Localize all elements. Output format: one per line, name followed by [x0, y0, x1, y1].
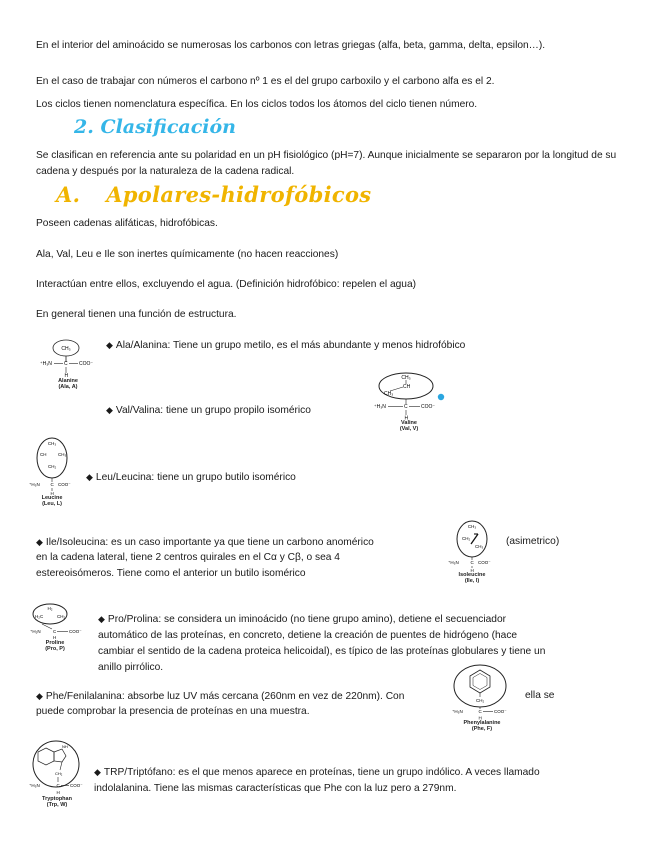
subsection-name: Apolares-hidrofóbicos: [106, 182, 372, 207]
apolar-paragraph-1: Poseen cadenas alifáticas, hidrofóbicas.: [36, 218, 218, 229]
svg-text:CH₃: CH₃: [475, 544, 484, 549]
intro-paragraph-greek: En el interior del aminoácido se numerosas los carbonos con letras griegas (alfa, beta, gamma, delta, epsilon…).: [36, 40, 546, 51]
alanine-structure: [38, 336, 98, 390]
svg-text:H: H: [404, 415, 409, 420]
section-title: 2. Clasificación: [74, 116, 236, 138]
valine-name: Valine: [401, 420, 417, 426]
alanine-amino: ⁺H₃N: [40, 361, 52, 367]
intro-paragraph-cycles: Los ciclos tienen nomenclatura específica. En los ciclos todos los átomos del ciclo tienen número.: [36, 99, 478, 110]
svg-text:CH₂: CH₂: [57, 614, 66, 619]
val-bullet: [106, 402, 311, 419]
svg-text:CH: CH: [40, 452, 47, 457]
phenylalanine-abbr: (Phe, F): [471, 726, 493, 732]
svg-text:C: C: [404, 404, 408, 410]
svg-text:H: H: [50, 491, 54, 495]
leucine-structure: [28, 437, 76, 507]
svg-text:CH₃: CH₃: [384, 391, 394, 397]
ala-diamond-icon: ◆: [106, 340, 113, 350]
svg-text:CH₃: CH₃: [47, 441, 57, 446]
isoleucine-group: CH₃: [467, 524, 477, 529]
isoleucine-carboxyl: COO⁻: [478, 560, 491, 565]
svg-text:CH: CH: [403, 384, 411, 390]
svg-text:C: C: [56, 783, 60, 788]
pro-diamond-icon: ◆: [98, 614, 105, 624]
apolar-paragraph-3: Interactúan entre ellos, excluyendo el agua. (Definición hidrofóbico: repelen el agua): [36, 279, 417, 290]
tryptophan-abbr: (Trp, W): [46, 802, 68, 808]
alanine-diagram: [38, 336, 98, 378]
valine-structure: [370, 370, 448, 432]
alanine-abbr: (Ala, A): [58, 384, 78, 390]
phe-diamond-icon: ◆: [36, 691, 43, 701]
phenylalanine-carboxyl: COO⁻: [494, 709, 507, 714]
proline-amino: ⁺H₂N: [30, 629, 41, 634]
isoleucine-diagram: [447, 520, 497, 572]
leu-diamond-icon: ◆: [86, 472, 93, 482]
apolar-paragraph-4: En general tienen una función de estructura.: [36, 309, 237, 320]
isoleucine-abbr: (Ile, I): [464, 578, 480, 584]
leucine-carboxyl: COO⁻: [58, 482, 71, 487]
alanine-carboxyl: COO⁻: [79, 361, 94, 367]
tryptophan-name: Tryptophan: [42, 796, 72, 802]
ile-note: (asimetrico): [506, 536, 560, 547]
tryptophan-diagram: [26, 740, 88, 796]
svg-text:CH₂: CH₂: [462, 536, 471, 541]
svg-text:C: C: [64, 361, 68, 367]
trp-diamond-icon: ◆: [94, 767, 101, 777]
phenylalanine-group: CH₂: [476, 698, 485, 703]
svg-text:C: C: [50, 482, 54, 487]
ile-bullet: [36, 534, 374, 551]
svg-text:C: C: [470, 560, 474, 565]
svg-text:CH₂: CH₂: [48, 464, 57, 469]
phenylalanine-structure: [446, 664, 518, 732]
alanine-name: Alanine: [58, 378, 78, 384]
intro-paragraph-numbers: En el caso de trabajar con números el carbono nº 1 es el del grupo carboxilo y el carbono alfa es el 2.: [36, 76, 495, 87]
isoleucine-amino: ⁺H₃N: [448, 560, 459, 565]
svg-text:C: C: [53, 629, 57, 634]
valine-diagram: [370, 370, 448, 420]
svg-text:H: H: [53, 635, 57, 640]
leucine-group: CH₃: [58, 452, 67, 457]
val-text: Val/Valina: tiene un grupo propilo isomérico: [115, 405, 311, 416]
phenylalanine-amino: ⁺H₃N: [452, 709, 463, 714]
svg-text:H₂C: H₂C: [35, 614, 44, 619]
proline-name: Proline: [45, 640, 65, 646]
proline-group: H₂: [47, 606, 53, 611]
subsection-letter: A.: [56, 182, 81, 207]
svg-text:H: H: [64, 373, 69, 378]
valine-group: CH₃: [401, 375, 411, 381]
tryptophan-structure: [26, 740, 88, 808]
svg-text:H: H: [56, 790, 60, 795]
svg-text:H: H: [478, 715, 482, 720]
ile-continuation: en la cadena lateral, tiene 2 centros quirales en el Cα y Cβ, o sea 4 estereoisómeros. Tiene como el anterior un butilo isomérico: [36, 552, 340, 579]
proline-carboxyl: COO⁻: [69, 629, 82, 634]
proline-diagram: [26, 602, 84, 640]
leucine-name: Leucine: [41, 495, 63, 501]
svg-text:C: C: [478, 709, 482, 714]
phe-text: Phe/Fenilalanina: absorbe luz UV más cercana (260nm en vez de 220nm). Con: [45, 691, 405, 702]
valine-carboxyl: COO⁻: [421, 404, 436, 410]
leu-text: Leu/Leucina: tiene un grupo butilo isomérico: [95, 472, 296, 483]
leu-bullet: [86, 469, 296, 486]
subsection-title: [56, 181, 371, 209]
trp-text: TRP/Triptófano: es el que menos aparece en proteínas, tiene un grupo indólico. A veces llamado indolalanina. Tiene las mismas características que Phe con la luz pero a 279nm.: [94, 767, 540, 794]
trp-bullet: [94, 764, 544, 797]
proline-structure: [26, 602, 84, 652]
val-diamond-icon: ◆: [106, 405, 113, 415]
apolar-paragraph-2: Ala, Val, Leu e Ile son inertes químicamente (no hacen reacciones): [36, 249, 339, 260]
leucine-abbr: (Leu, L): [42, 501, 62, 507]
tryptophan-carboxyl: COO⁻: [70, 783, 83, 788]
tryptophan-group: NH: [62, 744, 68, 749]
isoleucine-name: Isoleucine: [458, 572, 486, 578]
ala-bullet: [106, 337, 465, 354]
ile-diamond-icon: ◆: [36, 537, 43, 547]
phe-bullet: [36, 688, 404, 705]
phe-continuation: puede comprobar la presencia de proteínas en una muestra.: [36, 706, 310, 717]
pro-text: Pro/Prolina: se considera un iminoácido (no tiene grupo amino), detiene el secuenciador automático de las proteínas, en concreto, detiene la creación de puentes de hidrógeno (hace cambiar el sentido de la cadena proteica helicoidal), es típico de las proteínas globulares y tiene un anillo pirrólico.: [98, 614, 546, 673]
tryptophan-amino: ⁺H₃N: [29, 783, 40, 788]
leucine-diagram: [28, 437, 76, 495]
valine-abbr: (Val, V): [399, 426, 419, 432]
phenylalanine-name: Phenylalanine: [463, 720, 501, 726]
ala-text: Ala/Alanina: Tiene un grupo metilo, es el más abundante y menos hidrofóbico: [115, 340, 466, 351]
ile-text: Ile/Isoleucina: es un caso importante ya que tiene un carbono anomérico: [45, 537, 374, 548]
svg-text:CH₂: CH₂: [55, 771, 63, 776]
alanine-group: CH₃: [61, 346, 71, 352]
phe-tail: ella se: [525, 690, 555, 701]
leucine-amino: ⁺H₃N: [29, 482, 40, 487]
svg-text:H: H: [470, 568, 474, 572]
isoleucine-structure: [447, 520, 497, 584]
valine-amino: ⁺H₃N: [374, 404, 386, 410]
section-paragraph: Se clasifican en referencia ante su polaridad en un pH fisiológico (pH=7). Aunque inicialmente se separaron por la longitud de su cadena y después por la naturaleza de la cadena radical.: [36, 150, 617, 177]
proline-abbr: (Pro, P): [45, 646, 65, 652]
